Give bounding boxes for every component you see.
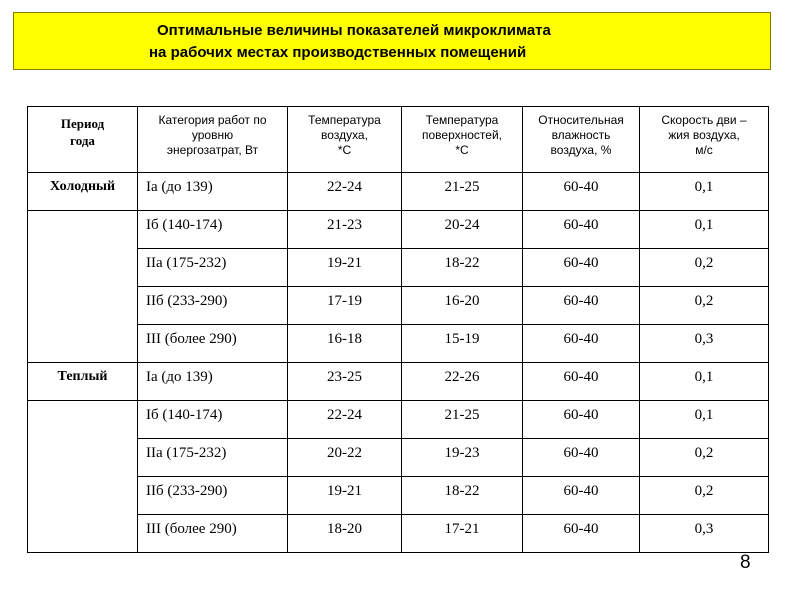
humidity-cell: 60-40 (523, 401, 640, 439)
category-cell: IIа (175-232) (138, 249, 288, 287)
title-line-2: на рабочих местах производственных помещений (149, 44, 527, 61)
header-air-temp-line-3: *С (337, 143, 352, 157)
header-humidity (523, 107, 640, 173)
category-cell: Iб (140-174) (138, 211, 288, 249)
air-temp-cell: 18-20 (288, 515, 402, 553)
air-temp-cell: 19-21 (288, 477, 402, 515)
header-category-line-3: энергозатрат, Вт (166, 143, 259, 157)
air-speed-cell: 0,3 (640, 325, 769, 363)
surface-temp-cell: 16-20 (402, 287, 523, 325)
air-speed-cell: 0,1 (640, 173, 769, 211)
surface-temp-cell: 18-22 (402, 477, 523, 515)
category-cell: IIб (233-290) (138, 477, 288, 515)
header-humidity-line-1: Относительная (538, 113, 624, 127)
header-category-line-2: уровню (191, 128, 234, 142)
header-period-line-1: Период (60, 116, 105, 131)
category-cell: III (более 290) (138, 515, 288, 553)
air-temp-cell: 22-24 (288, 401, 402, 439)
header-air-temp-line-2: воздуха, (321, 128, 368, 142)
category-cell: IIб (233-290) (138, 287, 288, 325)
table-row (28, 477, 769, 515)
table-row (28, 211, 769, 249)
category-cell: III (более 290) (138, 325, 288, 363)
period-cell-empty (28, 211, 138, 363)
surface-temp-cell: 17-21 (402, 515, 523, 553)
air-temp-cell: 17-19 (288, 287, 402, 325)
header-surface-temp-line-1: Температура (425, 113, 499, 127)
header-period (28, 107, 138, 173)
table-row (28, 249, 769, 287)
header-air-speed-line-2: жия воздуха, (668, 128, 740, 142)
humidity-cell: 60-40 (523, 173, 640, 211)
category-cell: IIа (175-232) (138, 439, 288, 477)
air-temp-cell: 21-23 (288, 211, 402, 249)
header-air-speed (640, 107, 769, 173)
category-cell: Iа (до 139) (138, 363, 288, 401)
header-row (28, 107, 769, 173)
page-number: 8 (740, 552, 751, 573)
humidity-cell: 60-40 (523, 325, 640, 363)
surface-temp-cell: 19-23 (402, 439, 523, 477)
air-temp-cell: 20-22 (288, 439, 402, 477)
category-cell: Iб (140-174) (138, 401, 288, 439)
header-air-temp (288, 107, 402, 173)
air-speed-cell: 0,1 (640, 211, 769, 249)
table-row (28, 515, 769, 553)
air-speed-cell: 0,2 (640, 477, 769, 515)
table-row (28, 325, 769, 363)
title-line-1: Оптимальные величины показателей микроклимата (157, 22, 551, 39)
header-air-temp-line-1: Температура (308, 113, 381, 127)
humidity-cell: 60-40 (523, 363, 640, 401)
period-cell-cold: Холодный (28, 173, 138, 211)
header-air-speed-line-1: Скорость дви – (661, 113, 747, 127)
air-temp-cell: 23-25 (288, 363, 402, 401)
surface-temp-cell: 18-22 (402, 249, 523, 287)
humidity-cell: 60-40 (523, 211, 640, 249)
table-row (28, 287, 769, 325)
header-category-line-1: Категория работ по (158, 113, 267, 127)
table-row (28, 173, 769, 211)
table-row (28, 439, 769, 477)
air-temp-cell: 22-24 (288, 173, 402, 211)
air-speed-cell: 0,2 (640, 249, 769, 287)
table-row (28, 401, 769, 439)
microclimate-table (27, 106, 769, 553)
header-humidity-line-2: влажность (551, 128, 611, 142)
humidity-cell: 60-40 (523, 477, 640, 515)
header-humidity-line-3: воздуха, % (550, 143, 612, 157)
surface-temp-cell: 22-26 (402, 363, 523, 401)
surface-temp-cell: 20-24 (402, 211, 523, 249)
header-surface-temp-line-3: *С (455, 143, 469, 157)
header-air-speed-line-3: м/с (695, 143, 713, 157)
header-surface-temp (402, 107, 523, 173)
air-speed-cell: 0,2 (640, 287, 769, 325)
header-period-line-2: года (70, 133, 95, 148)
period-cell-empty (28, 401, 138, 553)
humidity-cell: 60-40 (523, 287, 640, 325)
humidity-cell: 60-40 (523, 439, 640, 477)
period-cell-warm: Теплый (28, 363, 138, 401)
header-category (138, 107, 288, 173)
table-row (28, 363, 769, 401)
humidity-cell: 60-40 (523, 515, 640, 553)
surface-temp-cell: 15-19 (402, 325, 523, 363)
category-cell: Iа (до 139) (138, 173, 288, 211)
air-speed-cell: 0,3 (640, 515, 769, 553)
air-speed-cell: 0,2 (640, 439, 769, 477)
air-temp-cell: 16-18 (288, 325, 402, 363)
humidity-cell: 60-40 (523, 249, 640, 287)
title-banner (13, 12, 771, 70)
surface-temp-cell: 21-25 (402, 401, 523, 439)
air-speed-cell: 0,1 (640, 363, 769, 401)
header-surface-temp-line-2: поверхностей, (422, 128, 502, 142)
air-temp-cell: 19-21 (288, 249, 402, 287)
surface-temp-cell: 21-25 (402, 173, 523, 211)
air-speed-cell: 0,1 (640, 401, 769, 439)
